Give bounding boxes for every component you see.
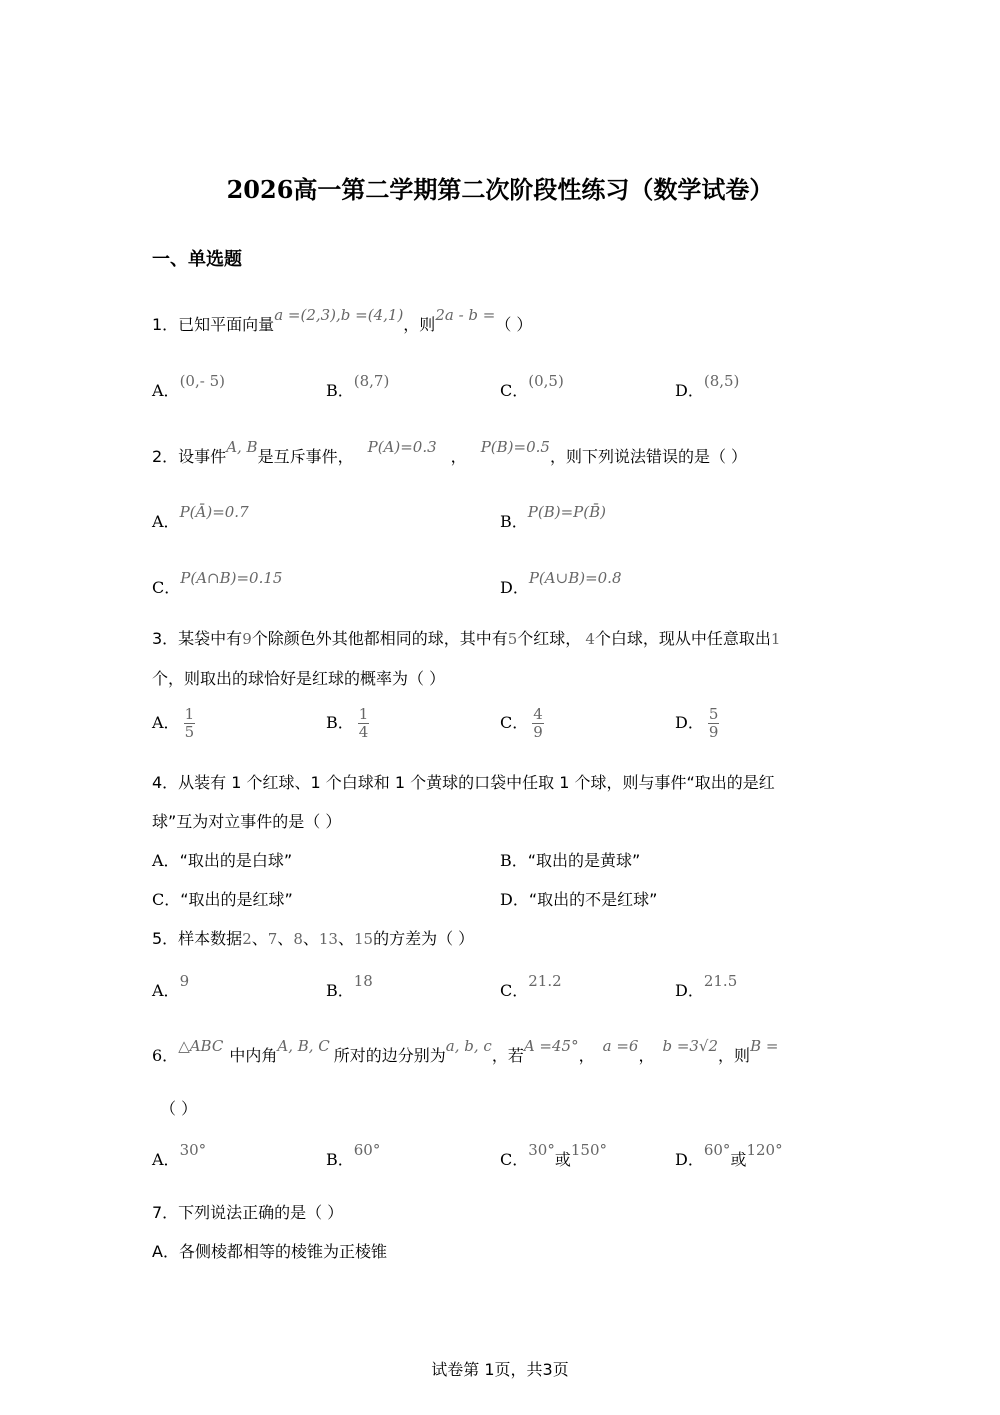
q1-option-a[interactable]: A．(0,- 5) [152,372,225,400]
q1-math-expression: 2a - b = [435,306,496,324]
q1-text: 1．已知平面向量 [152,315,275,334]
q5-option-b[interactable]: B．18 [326,972,373,1000]
q5-option-d[interactable]: D．21.5 [675,972,738,1000]
question-7: 7．下列说法正确的是（ ） [152,1203,344,1222]
q6-option-b[interactable]: B．60° [326,1141,381,1169]
q5-option-a[interactable]: A．9 [152,972,190,1000]
q1-option-c[interactable]: C．(0,5) [500,372,564,400]
question-4-line-2: 球”互为对立事件的是（ ） [152,812,342,831]
page-footer: 试卷第 1页，共3页 [431,1360,569,1379]
q4-option-b[interactable]: B．“取出的是黄球” [500,851,641,870]
q2-math-events: A, B [226,438,258,456]
q3-option-a[interactable]: A． $\frac{1}{5}$ [152,705,195,741]
q2-math-pb: P(B)=0.5 [480,438,550,456]
q2-option-b[interactable]: B．P(B)=P(B̄) [500,503,606,531]
q6-option-d[interactable]: D．60°或120° [675,1141,783,1169]
q6-option-c[interactable]: C．30°或150° [500,1141,607,1169]
question-6: 6．△ABC 中内角A, B, C 所对的边分别为a, b, c，若A =45°， a =6， b =3√2，则B = [152,1037,779,1065]
question-4: 4．从装有 1 个红球、1 个白球和 1 个黄球的口袋中任取 1 个球，则与事件“取出的是红 [152,773,775,792]
q1-option-d[interactable]: D．(8,5) [675,372,740,400]
q1-option-b[interactable]: B．(8,7) [326,372,390,400]
q1-text-mid: ，则 [403,315,436,334]
question-5: 5．样本数据2、7、8、13、15的方差为（ ） [152,929,475,948]
q7-option-a[interactable]: A．各侧棱都相等的棱锥为正棱锥 [152,1242,387,1261]
q5-option-c[interactable]: C．21.2 [500,972,562,1000]
q1-math-vectors: a =(2,3),b =(4,1) [274,306,404,324]
question-3: 3．某袋中有9个除颜色外其他都相同的球，其中有5个红球， 4个白球，现从中任意取出1 [152,629,781,648]
q2-option-c[interactable]: C．P(A∩B)=0.15 [152,569,283,597]
q4-option-d[interactable]: D．“取出的不是红球” [500,890,658,909]
section-heading: 一、单选题 [152,249,242,270]
question-2: 2．设事件A, B是互斥事件， P(A)=0.3 ， P(B)=0.5，则下列说法错误的是（ ） [152,438,748,466]
q4-option-c[interactable]: C．“取出的是红球” [152,890,293,909]
q1-text-post: （ ） [495,315,533,334]
q2-option-d[interactable]: D．P(A∪B)=0.8 [500,569,622,597]
question-6-line-2: （ ） [160,1099,198,1118]
q6-math-triangle: △ABC [178,1037,224,1055]
page-title: 2026高一第二学期第二次阶段性练习（数学试卷） [226,175,774,204]
q2-math-pa: P(A)=0.3 [367,438,437,456]
question-1 [152,306,533,335]
q4-option-a[interactable]: A．“取出的是白球” [152,851,293,870]
q6-option-a[interactable]: A．30° [152,1141,207,1169]
q3-option-c[interactable]: C． $\frac{4}{9}$ [500,705,543,741]
question-3-line-2: 个，则取出的球恰好是红球的概率为（ ） [152,669,446,688]
q3-option-d[interactable]: D． $\frac{5}{9}$ [675,705,719,741]
q2-option-a[interactable]: A．P(Ā)=0.7 [152,503,249,531]
q3-option-b[interactable]: B． $\frac{1}{4}$ [326,705,369,741]
